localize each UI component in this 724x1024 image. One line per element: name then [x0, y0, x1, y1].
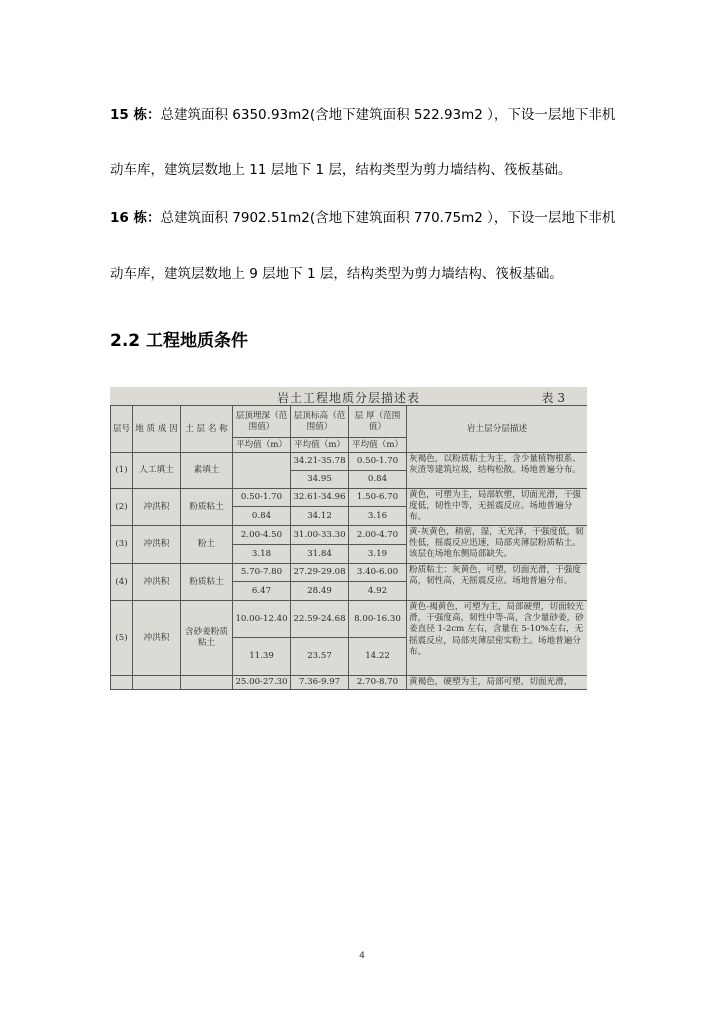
cell-description: 黄-灰黄色，稍密，湿，无光泽，干强度低，韧性低，摇震反应迅速，局部夹薄层粉质粘土。该层在场地东侧局部缺失。: [407, 526, 588, 564]
cell-soil-name: 含砂姜粉质粘土: [181, 601, 233, 676]
cell-depth-avg: 0.84: [233, 507, 291, 526]
header-description: 岩土层分层描述: [407, 406, 588, 453]
cell-thick-range: 8.00-16.30: [349, 601, 407, 638]
paragraph-16-cont: [110, 264, 630, 284]
paragraph-15: [110, 105, 630, 125]
table-row: [111, 601, 588, 638]
cell-elev-range: 7.36-9.97: [291, 676, 349, 690]
table-title: 岩土工程地质分层描述表: [276, 391, 420, 405]
cell-thick-range: 0.50-1.70: [349, 453, 407, 471]
cell-depth-range: 2.00-4.50: [233, 526, 291, 545]
cell-elev-range: 34.21-35.78: [291, 453, 349, 471]
building-label: 15 栋：: [110, 107, 161, 123]
cell-depth-avg: 6.47: [233, 582, 291, 601]
header-layer-no: 层号: [111, 406, 133, 453]
scanned-table-image: [110, 387, 587, 690]
cell-elev-avg: 31.84: [291, 545, 349, 564]
cell-layer-no: (4): [111, 564, 133, 601]
cell-origin: 冲洪积: [133, 489, 181, 526]
cell-layer-no: (1): [111, 453, 133, 489]
header-origin: 地 质 成 因: [133, 406, 181, 453]
section-heading: 2.2 工程地质条件: [110, 331, 249, 351]
header-avg-thick: 平均值（m）: [349, 438, 407, 453]
cell-description: 黄褐色，硬塑为主，局部可塑，切面光滑，: [407, 676, 588, 690]
table-row: [111, 526, 588, 545]
table-row: [111, 453, 588, 471]
table-row: [111, 489, 588, 507]
cell-soil-name: [181, 676, 233, 690]
header-top-elev: 层顶标高（范围值）: [291, 406, 349, 438]
cell-elev-range: 27.29-29.08: [291, 564, 349, 582]
cell-thick-range: 2.00-4.70: [349, 526, 407, 545]
header-thickness: 层 厚（范围值）: [349, 406, 407, 438]
paragraph-16: [110, 208, 630, 228]
page-number: 4: [359, 951, 365, 961]
cell-thick-range: 3.40-6.00: [349, 564, 407, 582]
cell-thick-range: 1.50-6.70: [349, 489, 407, 507]
paragraph-text: 总建筑面积 6350.93m2(含地下建筑面积 522.93m2 ），下设一层地下非机: [160, 107, 616, 123]
cell-depth-range: 0.50-1.70: [233, 489, 291, 507]
cell-depth-range: 5.70-7.80: [233, 564, 291, 582]
table-row: [111, 676, 588, 690]
cell-soil-name: 粉土: [181, 526, 233, 564]
cell-layer-no: (2): [111, 489, 133, 526]
cell-elev-avg: 23.57: [291, 638, 349, 676]
cell-layer-no: (3): [111, 526, 133, 564]
table-label: 表 3: [541, 391, 565, 405]
cell-thick-avg: 3.16: [349, 507, 407, 526]
cell-elev-range: 32.61-34.96: [291, 489, 349, 507]
header-avg-elev: 平均值（m）: [291, 438, 349, 453]
cell-origin: 冲洪积: [133, 526, 181, 564]
cell-elev-avg: 34.12: [291, 507, 349, 526]
cell-description: 黄色-褐黄色，可塑为主，局部硬塑，切面较光滑，干强度高，韧性中等-高，含少量砂姜，砂姜直径 1-2cm 左右，含量在 5-10%左右，无摇震反应，局部夹薄层密实粉土。场地普遍分布。: [407, 601, 588, 676]
cell-origin: 冲洪积: [133, 564, 181, 601]
cell-elev-range: 22.59-24.68: [291, 601, 349, 638]
header-top-depth: 层顶埋深（范围值）: [233, 406, 291, 438]
cell-thick-avg: 4.92: [349, 582, 407, 601]
paragraph-text: 总建筑面积 7902.51m2(含地下建筑面积 770.75m2 ），下设一层地下非机: [160, 210, 616, 226]
paragraph-text: 动车库，建筑层数地上 11 层地下 1 层，结构类型为剪力墙结构、筏板基础。: [110, 162, 572, 178]
cell-layer-no: [111, 676, 133, 690]
cell-elev-avg: 34.95: [291, 471, 349, 489]
cell-depth-avg: 3.18: [233, 545, 291, 564]
cell-thick-range: 2.70-8.70: [349, 676, 407, 690]
header-soil-name: 土 层 名 称: [181, 406, 233, 453]
cell-thick-avg: 3.19: [349, 545, 407, 564]
cell-depth-avg: 11.39: [233, 638, 291, 676]
cell-origin: [133, 676, 181, 690]
cell-elev-avg: 28.49: [291, 582, 349, 601]
cell-description: 黄色，可塑为主，局部软塑，切面光滑，干强度低，韧性中等，无摇震反应。场地普遍分布。: [407, 489, 588, 526]
cell-elev-range: 31.00-33.30: [291, 526, 349, 545]
cell-depth-range: 25.00-27.30: [233, 676, 291, 690]
header-avg-depth: 平均值（m）: [233, 438, 291, 453]
cell-description: 灰褐色，以粉质粘土为主，含少量植物根系、灰渣等建筑垃圾，结构松散。场地普遍分布。: [407, 453, 588, 489]
building-label: 16 栋：: [110, 210, 161, 226]
cell-layer-no: (5): [111, 601, 133, 676]
cell-description: 粉质粘土：灰黄色，可塑，切面光滑，干强度高，韧性高，无摇震反应。场地普遍分布。: [407, 564, 588, 601]
cell-soil-name: 粉质粘土: [181, 564, 233, 601]
cell-thick-avg: 0.84: [349, 471, 407, 489]
cell-soil-name: 粉质粘土: [181, 489, 233, 526]
cell-depth-range: 10.00-12.40: [233, 601, 291, 638]
cell-origin: 冲洪积: [133, 601, 181, 676]
cell-soil-name: 素填土: [181, 453, 233, 489]
cell-depth-range: [233, 453, 291, 489]
cell-thick-avg: 14.22: [349, 638, 407, 676]
cell-origin: 人工填土: [133, 453, 181, 489]
table-row: [111, 564, 588, 582]
paragraph-15-cont: [110, 160, 630, 180]
paragraph-text: 动车库，建筑层数地上 9 层地下 1 层，结构类型为剪力墙结构、筏板基础。: [110, 266, 563, 282]
geology-table: [110, 405, 587, 690]
